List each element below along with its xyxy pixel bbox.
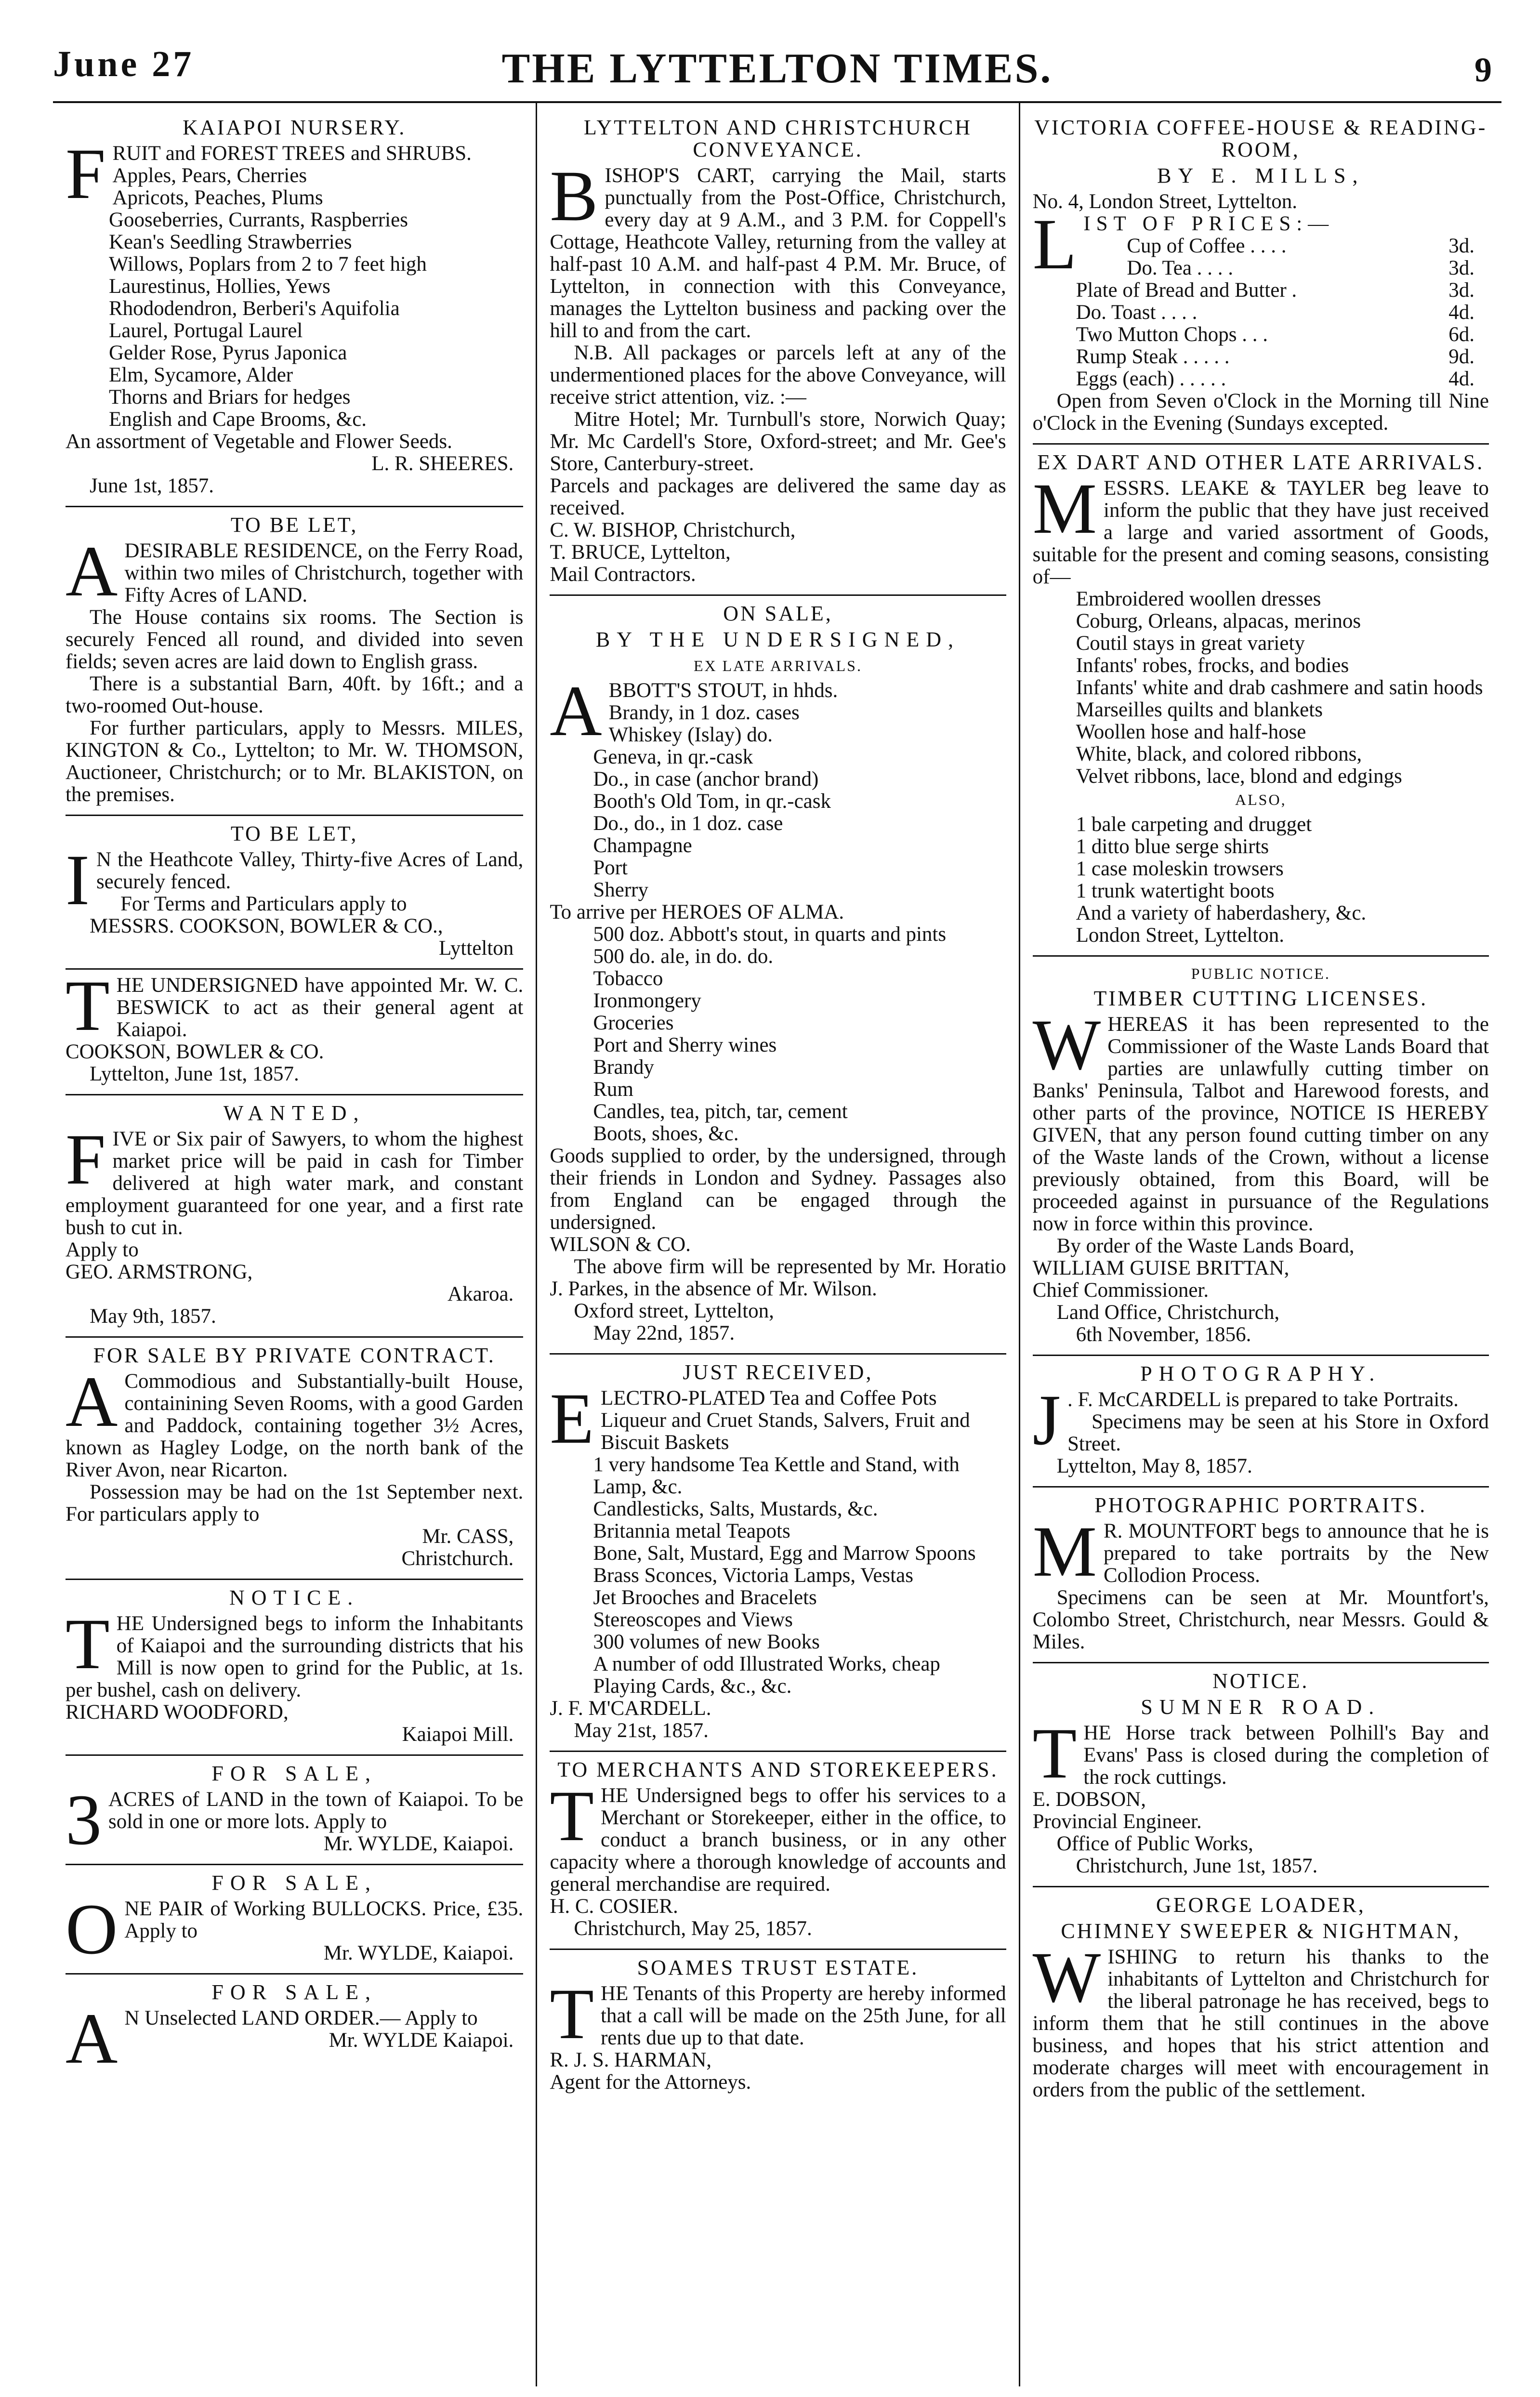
ad-lead: BBOTT'S STOUT, in hhds. xyxy=(608,679,838,702)
list-item: Candles, tea, pitch, tar, cement xyxy=(593,1100,848,1123)
ad-heading: FOR SALE, xyxy=(211,1762,377,1785)
ad-signature: COOKSON, BOWLER & CO. xyxy=(66,1040,324,1063)
ad-text: For Terms and Particulars apply to xyxy=(120,893,407,915)
ad-merchants xyxy=(550,1752,1006,1950)
list-item: White, black, and colored ribbons, xyxy=(1076,743,1362,765)
columns xyxy=(53,103,1501,2386)
ad-role: Agent for the Attorneys. xyxy=(550,2071,751,2094)
column-1 xyxy=(53,103,536,2386)
list-item: Gelder Rose, Pyrus Japonica xyxy=(109,342,347,364)
ad-subheading: SUMNER ROAD. xyxy=(1141,1695,1381,1719)
list-item: Sherry xyxy=(593,879,648,901)
ad-heading: FOR SALE, xyxy=(211,1980,377,2004)
column-2 xyxy=(536,103,1018,2386)
list-item: Champagne xyxy=(593,834,692,857)
ad-signature: L. R. SHEERES. xyxy=(371,452,514,475)
ad-subheading: PUBLIC NOTICE. xyxy=(1191,965,1330,982)
ad-signature: H. C. COSIER. xyxy=(550,1895,678,1918)
ad-heading: GEORGE LOADER, xyxy=(1156,1893,1366,1917)
ad-signature: WILLIAM GUISE BRITTAN, xyxy=(1032,1257,1290,1279)
list-item: Rhododendron, Berberi's Aquifolia xyxy=(109,297,400,320)
drop-cap: A xyxy=(66,531,118,611)
list-item: Do., in case (anchor brand) xyxy=(593,768,819,790)
drop-cap: F xyxy=(66,1119,106,1199)
ad-heading: WANTED, xyxy=(223,1101,366,1125)
ad-date: Lyttelton, June 1st, 1857. xyxy=(90,1063,299,1085)
drop-cap: I xyxy=(66,840,90,920)
ad-kaiapoi-nursery xyxy=(66,110,523,507)
ad-to-be-let-heathcote xyxy=(66,816,523,970)
list-item: Whiskey (Islay) do. xyxy=(608,724,773,746)
item-list xyxy=(1033,588,1489,788)
price-item: Do. Toast . . . . xyxy=(1076,301,1198,324)
ad-heading: SOAMES TRUST ESTATE. xyxy=(637,1956,919,1979)
list-item: Port and Sherry wines xyxy=(593,1034,777,1056)
price-value: 3d. xyxy=(1448,279,1474,302)
ad-text: Specimens can be seen at Mr. Mountfort's, Colombo Street, Christchurch, near Messrs. Gould & Miles. xyxy=(1032,1586,1489,1653)
ad-text: An assortment of Vegetable and Flower Seeds. xyxy=(66,430,452,453)
list-item: Embroidered woollen dresses xyxy=(1076,588,1321,610)
ad-lead: DESIRABLE RESIDENCE, on the Ferry Road, within two miles of Christchurch, together with Fifty Acres of LAND. xyxy=(124,540,524,606)
ad-lead: ISHOP'S CART, carrying the Mail, starts punctually from the Post-Office, Christchurch, every day at 9 A.M., and 3 P.M. for Coppell's Cottage, Heathcote Valley, returning from the valley at half-past 10 A.M. and half-past 4 P.M. Mr. Bruce, of Lyttelton, in connection with this Conveyance, manages the Lyttelton business and packing over the hill to and from the cart. xyxy=(550,164,1006,342)
price-row xyxy=(1033,346,1489,368)
list-item: Marseilles quilts and blankets xyxy=(1076,698,1323,721)
ad-text: Apply to xyxy=(66,1238,139,1261)
ad-for-sale-land-order xyxy=(66,1975,523,2079)
list-item: Brass Sconces, Victoria Lamps, Vestas xyxy=(593,1564,913,1587)
list-item: Apricots, Peaches, Plums xyxy=(112,186,323,209)
ad-signature: Mr. WYLDE Kaiapoi. xyxy=(329,2029,514,2052)
ad-text: By order of the Waste Lands Board, xyxy=(1056,1235,1355,1257)
drop-cap: W xyxy=(1032,1005,1101,1085)
list-item: Willows, Poplars from 2 to 7 feet high xyxy=(109,253,427,276)
price-value: 3d. xyxy=(1448,235,1474,257)
list-item: Elm, Sycamore, Alder xyxy=(109,364,293,386)
list-item: Jet Brooches and Bracelets xyxy=(593,1586,817,1609)
ad-text: To arrive per HEROES OF ALMA. xyxy=(550,901,844,923)
ad-address: No. 4, London Street, Lyttelton. xyxy=(1032,190,1298,213)
ad-signature: RICHARD WOODFORD, xyxy=(66,1701,289,1724)
ad-place: Oxford street, Lyttelton, xyxy=(574,1300,774,1322)
ad-text: Lyttelton xyxy=(439,937,514,960)
list-item: Stereoscopes and Views xyxy=(593,1608,793,1631)
ad-for-sale-bullocks xyxy=(66,1865,523,1975)
ad-lead: HE Undersigned begs to offer his services to a Merchant or Storekeeper, either in the office, to conduct a branch business, or in any other capacity where a thorough knowledge of accounts and general merchandise are required. xyxy=(550,1784,1006,1896)
ad-text: Specimens may be seen at his Store in Oxford Street. xyxy=(1067,1410,1489,1455)
drop-cap: 3 xyxy=(66,1780,102,1860)
list-item: Groceries xyxy=(593,1012,674,1034)
price-row xyxy=(1033,279,1489,302)
ad-role: Chief Commissioner. xyxy=(1032,1279,1209,1302)
ad-lead: HE UNDERSIGNED have appointed Mr. W. C. BESWICK to act as their general agent at Kaiapoi. xyxy=(116,974,524,1041)
price-value: 4d. xyxy=(1448,368,1474,390)
drop-cap: M xyxy=(1032,469,1097,549)
drop-cap: T xyxy=(66,966,110,1046)
ad-text: Mitre Hotel; Mr. Turnbull's store, Norwich Quay; Mr. Mc Cardell's Store, Oxford-street; and Mr. Gee's Store, Canterbury-street. xyxy=(550,408,1006,475)
issue-date: June 27 xyxy=(53,44,195,84)
price-item: Do. Tea . . . . xyxy=(1127,257,1233,279)
list-item: Laurel, Portugal Laurel xyxy=(109,319,303,342)
drop-cap: B xyxy=(550,156,598,236)
ad-lead: ESSRS. LEAKE & TAYLER beg leave to inform the public that they have just received a large and varied assortment of Goods, suitable for the present and coming seasons, consisting of— xyxy=(1032,477,1489,588)
list-item: Do., do., in 1 doz. case xyxy=(593,812,783,835)
ad-heading: JUST RECEIVED, xyxy=(683,1360,873,1384)
ad-signature: T. BRUCE, Lyttelton, xyxy=(550,541,731,564)
ad-place: London Street, Lyttelton. xyxy=(1076,924,1284,947)
ad-photographic-portraits xyxy=(1033,1488,1489,1663)
ad-date: May 9th, 1857. xyxy=(90,1305,216,1328)
item-list xyxy=(1033,814,1489,924)
ad-signature: C. W. BISHOP, Christchurch, xyxy=(550,519,796,541)
drop-cap: M xyxy=(1032,1512,1097,1592)
list-item: Boots, shoes, &c. xyxy=(593,1122,739,1145)
drop-cap: A xyxy=(550,671,602,751)
list-item: Kean's Seedling Strawberries xyxy=(109,231,352,253)
ad-heading: KAIAPOI NURSERY. xyxy=(183,116,407,139)
list-item: 1 trunk watertight boots xyxy=(1076,880,1275,902)
list-item: Port xyxy=(593,856,628,879)
list-item: 300 volumes of new Books xyxy=(593,1631,820,1653)
price-list xyxy=(1033,235,1489,390)
list-item: 1 bale carpeting and drugget xyxy=(1076,813,1312,836)
price-item: Rump Steak . . . . . xyxy=(1076,345,1230,368)
ad-lead: HEREAS it has been represented to the Commissioner of the Waste Lands Board that parties are unlawfully cutting timber on Banks' Peninsula, Talbot and Harewood forests, and other parts of the province, NOTICE IS HEREBY GIVEN, that any person found cutting timber on any of the Waste lands of the Crown, without a license previously obtained, from this Board, will be proceeded against in pursuance of the Regulations now in force within this province. xyxy=(1032,1013,1489,1235)
list-item: Booth's Old Tom, in qr.-cask xyxy=(593,790,831,813)
price-item: Eggs (each) . . . . . xyxy=(1076,368,1226,390)
ad-heading: TO BE LET, xyxy=(230,513,358,537)
ad-lead: N the Heathcote Valley, Thirty-five Acres of Land, securely fenced. xyxy=(96,848,524,893)
ad-ex-dart xyxy=(1033,445,1489,957)
ad-date: May 21st, 1857. xyxy=(574,1719,709,1742)
list-item: Liqueur and Cruet Stands, Salvers, Fruit and Biscuit Baskets xyxy=(600,1409,970,1454)
list-item: Thorns and Briars for hedges xyxy=(109,386,351,408)
list-item: Laurestinus, Hollies, Yews xyxy=(109,275,330,298)
price-row xyxy=(1033,302,1489,324)
ad-place: Christchurch. xyxy=(401,1547,514,1570)
ad-signature: GEO. ARMSTRONG, xyxy=(66,1261,253,1283)
ad-for-sale-land xyxy=(66,1756,523,1865)
drop-cap: T xyxy=(550,1776,594,1856)
ad-heading: TIMBER CUTTING LICENSES. xyxy=(1093,987,1428,1010)
ad-sumner-road xyxy=(1033,1663,1489,1887)
drop-cap: O xyxy=(66,1889,118,1969)
ad-text: The House contains six rooms. The Section is securely Fenced all round, and divided into seven fields; seven acres are laid down to English grass. xyxy=(66,606,524,673)
drop-cap: F xyxy=(66,134,106,214)
ad-lead: Commodious and Substantially-built House, containining Seven Rooms, with a good Garden and Paddock, containing together 3½ Acres, known as Hagley Lodge, on the north bank of the River Avon, near Ricarton. xyxy=(66,1370,524,1481)
list-item: Rum xyxy=(593,1078,633,1101)
drop-cap: T xyxy=(66,1604,110,1684)
price-row xyxy=(1083,257,1489,279)
ad-lead: IST OF PRICES:— xyxy=(1083,212,1335,235)
drop-cap: T xyxy=(1032,1713,1077,1793)
list-item: Infants' white and drab cashmere and satin hoods xyxy=(1076,676,1483,699)
ad-heading: ON SALE, xyxy=(723,602,833,625)
price-value: 3d. xyxy=(1448,257,1474,279)
ad-text: The above firm will be represented by Mr. Horatio J. Parkes, in the absence of Mr. Wilson. xyxy=(550,1255,1006,1300)
ad-heading: VICTORIA COFFEE-HOUSE & READING-ROOM, xyxy=(1034,116,1487,161)
list-item: English and Cape Brooms, &c. xyxy=(109,408,367,431)
ad-date: May 22nd, 1857. xyxy=(593,1322,735,1344)
ad-lead: HE Undersigned begs to inform the Inhabitants of Kaiapoi and the surrounding districts that his Mill is now open to grind for the Public, at 1s. per bushel, cash on delivery. xyxy=(66,1612,524,1701)
ad-heading: FOR SALE, xyxy=(211,1871,377,1895)
list-item: Brandy xyxy=(593,1056,654,1079)
ad-place: Office of Public Works, xyxy=(1056,1832,1253,1855)
ad-lead: HE Horse track between Polhill's Bay and Evans' Pass is closed during the completion of the rock cuttings. xyxy=(1083,1722,1489,1789)
ad-heading: TO MERCHANTS AND STOREKEEPERS. xyxy=(557,1758,999,1781)
list-item: Apples, Pears, Cherries xyxy=(112,164,307,187)
newspaper-title: THE LYTTELTON TIMES. xyxy=(501,45,1053,92)
list-item: Bone, Salt, Mustard, Egg and Marrow Spoons xyxy=(593,1542,976,1565)
list-item: Brandy, in 1 doz. cases xyxy=(608,701,800,724)
ad-photography xyxy=(1033,1356,1489,1488)
list-item: Britannia metal Teapots xyxy=(593,1520,790,1542)
ad-lead: ACRES of LAND in the town of Kaiapoi. To be sold in one or more lots. Apply to xyxy=(108,1788,524,1833)
item-list xyxy=(550,702,1006,901)
ad-just-received xyxy=(550,1355,1006,1752)
price-value: 4d. xyxy=(1448,301,1474,324)
ad-lead: LECTRO-PLATED Tea and Coffee Pots xyxy=(600,1387,937,1409)
ad-heading: FOR SALE BY PRIVATE CONTRACT. xyxy=(93,1343,496,1367)
ad-heading: PHOTOGRAPHIC PORTRAITS. xyxy=(1094,1493,1427,1517)
ad-subheading: BY E. MILLS, xyxy=(1157,164,1365,187)
ad-lead: ISHING to return his thanks to the inhabitants of Lyttelton and Christchurch for the liberal patronage he has received, begs to inform them that he still continues in the above business, and hopes that his strict attention and moderate charges will meet with encouragement in orders from the public of the settlement. xyxy=(1032,1946,1489,2101)
list-item: Coburg, Orleans, alpacas, merinos xyxy=(1076,610,1361,632)
ad-place: Akaroa. xyxy=(448,1283,514,1305)
item-list xyxy=(550,1409,1006,1698)
drop-cap: T xyxy=(550,1974,594,2054)
ad-lead: RUIT and FOREST TREES and SHRUBS. xyxy=(112,142,472,165)
list-item: 500 do. ale, in do. do. xyxy=(593,945,774,968)
ad-text: Parcels and packages are delivered the same day as received. xyxy=(550,474,1006,519)
price-item: Two Mutton Chops . . . xyxy=(1076,323,1268,346)
column-3 xyxy=(1019,103,1501,2386)
ad-text: There is a substantial Barn, 40ft. by 16ft.; and a two-roomed Out-house. xyxy=(66,672,524,717)
drop-cap: L xyxy=(1032,204,1077,284)
ad-conveyance xyxy=(550,110,1006,596)
ad-private-contract xyxy=(66,1338,523,1580)
list-item: Woollen hose and half-hose xyxy=(1076,721,1306,743)
drop-cap: W xyxy=(1032,1937,1101,2017)
page-number: 9 xyxy=(1474,51,1492,89)
item-list xyxy=(66,165,523,431)
ad-signature: R. J. S. HARMAN, xyxy=(550,2049,712,2071)
ad-heading: NOTICE. xyxy=(229,1586,360,1609)
list-item: 1 ditto blue serge shirts xyxy=(1076,835,1269,858)
ad-date: Christchurch, May 25, 1857. xyxy=(574,1917,812,1940)
ad-date: Christchurch, June 1st, 1857. xyxy=(1076,1855,1318,1877)
ad-george-loader xyxy=(1033,1887,1489,2110)
ad-subheading: CHIMNEY SWEEPER & NIGHTMAN, xyxy=(1061,1919,1461,1943)
ad-signature: WILSON & CO. xyxy=(550,1233,691,1256)
drop-cap: A xyxy=(66,1999,118,2079)
ad-notice-mill xyxy=(66,1580,523,1756)
list-item: And a variety of haberdashery, &c. xyxy=(1076,902,1367,924)
ad-subheading: EX LATE ARRIVALS. xyxy=(693,657,862,674)
list-item: Geneva, in qr.-cask xyxy=(593,746,753,768)
ad-to-be-let-residence xyxy=(66,507,523,816)
ad-subheading: BY THE UNDERSIGNED, xyxy=(595,628,961,651)
ad-signature: Mr. WYLDE, Kaiapoi. xyxy=(323,1942,514,1964)
ad-heading: TO BE LET, xyxy=(230,822,358,845)
ad-text: For further particulars, apply to Messrs. MILES, KINGTON & Co., Lyttelton; to Mr. W. THOMSON, Auctioneer, Christchurch; or to Mr. BLAKISTON, on the premises. xyxy=(66,717,524,806)
list-item: Velvet ribbons, lace, blond and edgings xyxy=(1076,765,1402,788)
ad-lead: R. MOUNTFORT begs to announce that he is prepared to take portraits by the New Collodion Process. xyxy=(1104,1520,1489,1587)
list-item: Coutil stays in great variety xyxy=(1076,632,1305,655)
list-item: Ironmongery xyxy=(593,989,701,1012)
ad-text: MESSRS. COOKSON, BOWLER & CO., xyxy=(90,915,443,937)
ad-timber-licenses xyxy=(1033,957,1489,1356)
ad-heading: EX DART AND OTHER LATE ARRIVALS. xyxy=(1037,450,1485,474)
ad-text: Open from Seven o'Clock in the Morning till Nine o'Clock in the Evening (Sundays excepted. xyxy=(1032,390,1489,435)
ad-signature: J. F. M'CARDELL. xyxy=(550,1697,711,1720)
list-item: 1 case moleskin trowsers xyxy=(1076,857,1284,880)
ad-date: Lyttelton, May 8, 1857. xyxy=(1056,1455,1252,1477)
masthead xyxy=(53,34,1501,96)
ad-date: 6th November, 1856. xyxy=(1076,1323,1251,1346)
ad-text: Possession may be had on the 1st September next. For particulars apply to xyxy=(66,1481,524,1526)
price-item: Cup of Coffee . . . . xyxy=(1127,235,1287,257)
list-item: Gooseberries, Currants, Raspberries xyxy=(109,209,408,231)
ad-signature: Mr. WYLDE, Kaiapoi. xyxy=(323,1832,514,1855)
ad-text: N.B. All packages or parcels left at any of the undermentioned places for the above Conveyance, will receive strict attention, viz. :— xyxy=(550,342,1006,408)
ad-lead: N Unselected LAND ORDER.— Apply to xyxy=(124,2007,478,2029)
ad-subheading: ALSO, xyxy=(1235,791,1287,808)
ad-place: Kaiapoi Mill. xyxy=(402,1723,514,1746)
item-list xyxy=(550,923,1006,1145)
ad-lead: IVE or Six pair of Sawyers, to whom the highest market price will be paid in cash for Timber delivered at high water mark, and constant employment guaranteed for one year, and a first rate bush to cut in. xyxy=(66,1128,524,1239)
price-value: 6d. xyxy=(1448,323,1474,346)
ad-text: Goods supplied to order, by the undersigned, through their friends in London and Sydney. Passages also from England can be engaged through the undersigned. xyxy=(550,1145,1006,1234)
ad-lead: HE Tenants of this Property are hereby informed that a call will be made on the 25th June, for all rents due up to that date. xyxy=(600,1982,1006,2049)
drop-cap: J xyxy=(1032,1380,1061,1460)
ad-role: Provincial Engineer. xyxy=(1032,1810,1202,1833)
ad-wanted-sawyers xyxy=(66,1095,523,1338)
ad-lead: . F. McCARDELL is prepared to take Portraits. xyxy=(1067,1388,1459,1411)
price-row xyxy=(1033,324,1489,346)
ad-signature: Mail Contractors. xyxy=(550,563,696,586)
ad-on-sale xyxy=(550,596,1006,1355)
price-row xyxy=(1033,368,1489,390)
ad-place: Land Office, Christchurch, xyxy=(1056,1301,1280,1324)
list-item: 1 very handsome Tea Kettle and Stand, with Lamp, &c. xyxy=(593,1453,960,1498)
ad-heading: PHOTOGRAPHY. xyxy=(1140,1362,1382,1385)
ad-lead: NE PAIR of Working BULLOCKS. Price, £35. Apply to xyxy=(124,1897,524,1942)
ad-heading: LYTTELTON AND CHRISTCHURCH CONVEYANCE. xyxy=(583,116,973,161)
list-item: Playing Cards, &c., &c. xyxy=(593,1675,792,1698)
ad-signature: Mr. CASS, xyxy=(422,1525,514,1548)
price-item: Plate of Bread and Butter . xyxy=(1076,279,1297,302)
price-value: 9d. xyxy=(1448,345,1474,368)
ad-heading: NOTICE. xyxy=(1212,1669,1309,1693)
list-item: A number of odd Illustrated Works, cheap xyxy=(593,1653,940,1675)
drop-cap: E xyxy=(550,1379,594,1459)
ad-agent-kaiapoi xyxy=(66,966,524,1095)
list-item: Tobacco xyxy=(593,967,663,990)
ad-date: June 1st, 1857. xyxy=(90,474,214,497)
ad-signature: E. DOBSON, xyxy=(1032,1788,1146,1811)
list-item: Candlesticks, Salts, Mustards, &c. xyxy=(593,1498,878,1520)
ad-victoria-coffee-house xyxy=(1033,110,1489,445)
price-row xyxy=(1083,235,1489,257)
list-item: 500 doz. Abbott's stout, in quarts and pints xyxy=(593,923,947,946)
ad-soames-trust xyxy=(550,1950,1006,2102)
list-item: Infants' robes, frocks, and bodies xyxy=(1076,654,1349,677)
drop-cap: A xyxy=(66,1362,118,1442)
